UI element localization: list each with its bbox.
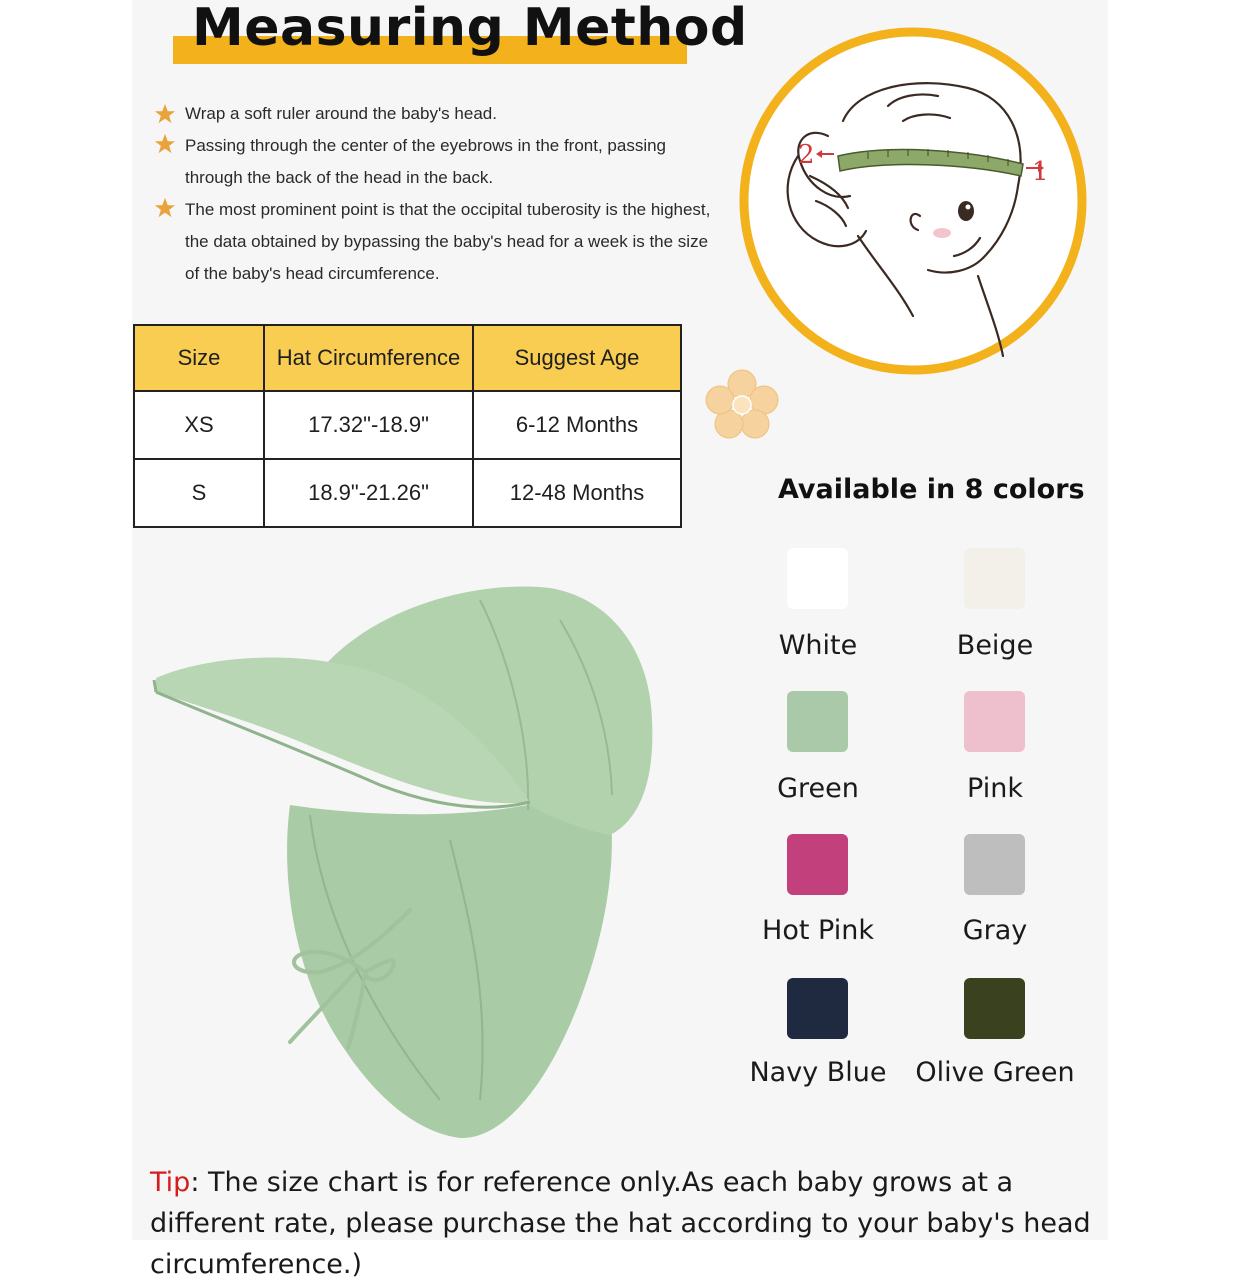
- step-3-line-3: of the baby's head circumference.: [185, 264, 440, 283]
- star-icon: [154, 133, 176, 155]
- color-label-pink: Pink: [967, 773, 1023, 804]
- step-2-line-1: Passing through the center of the eyebrows in the front, passing: [185, 136, 667, 155]
- page-title: Measuring Method: [192, 0, 748, 58]
- step-3-line-1: The most prominent point is that the occipital tuberosity is the highest,: [185, 200, 711, 219]
- header-suggest-age: Suggest Age: [473, 325, 681, 391]
- color-label-white: White: [778, 630, 858, 661]
- step-2: [185, 130, 666, 194]
- tip-text: : The size chart is for reference only.As each baby grows at a different rate, please purchase the hat according to your baby's head circumference.): [150, 1167, 1091, 1280]
- header-size: Size: [134, 325, 264, 391]
- table-cell: 6-12 Months: [473, 391, 681, 459]
- colors-title: Available in 8 colors: [778, 474, 1085, 505]
- table-cell: S: [134, 459, 264, 527]
- step-2-line-2: through the back of the head in the back.: [185, 168, 494, 187]
- swatch-white: [787, 548, 848, 609]
- table-cell: 17.32"-18.9": [264, 391, 473, 459]
- table-header-row: [134, 325, 681, 391]
- color-label-hot-pink: Hot Pink: [762, 915, 874, 946]
- table-cell: 12-48 Months: [473, 459, 681, 527]
- hat-image: [150, 580, 660, 1142]
- swatch-beige: [964, 548, 1025, 609]
- color-label-gray: Gray: [962, 915, 1028, 946]
- marker-1-label: 1: [1032, 157, 1049, 187]
- step-3: [185, 194, 710, 290]
- swatch-navy-blue: [787, 978, 848, 1039]
- measuring-diagram: [738, 26, 1088, 376]
- step-1-line-1: Wrap a soft ruler around the baby's head.: [185, 104, 497, 123]
- color-label-beige: Beige: [956, 630, 1034, 661]
- flower-icon: [704, 368, 780, 440]
- swatch-green: [787, 691, 848, 752]
- table-cell: XS: [134, 391, 264, 459]
- swatch-pink: [964, 691, 1025, 752]
- swatch-hot-pink: [787, 834, 848, 895]
- header-hat-circumference: Hat Circumference: [264, 325, 473, 391]
- table-row: [134, 459, 681, 527]
- table-row: [134, 391, 681, 459]
- size-table: [133, 324, 682, 528]
- star-icon: [154, 103, 176, 125]
- color-label-navy-blue: Navy Blue: [749, 1057, 887, 1088]
- color-label-green: Green: [777, 773, 859, 804]
- swatch-olive-green: [964, 978, 1025, 1039]
- color-label-olive-green: Olive Green: [915, 1057, 1075, 1088]
- tip-label: Tip: [150, 1167, 191, 1198]
- step-3-line-2: the data obtained by bypassing the baby's head for a week is the size: [185, 232, 709, 251]
- table-cell: 18.9"-21.26": [264, 459, 473, 527]
- swatch-gray: [964, 834, 1025, 895]
- star-icon: [154, 197, 176, 219]
- step-1: [185, 98, 497, 130]
- tip-note: [150, 1162, 1110, 1285]
- marker-2-label: 2: [798, 140, 815, 170]
